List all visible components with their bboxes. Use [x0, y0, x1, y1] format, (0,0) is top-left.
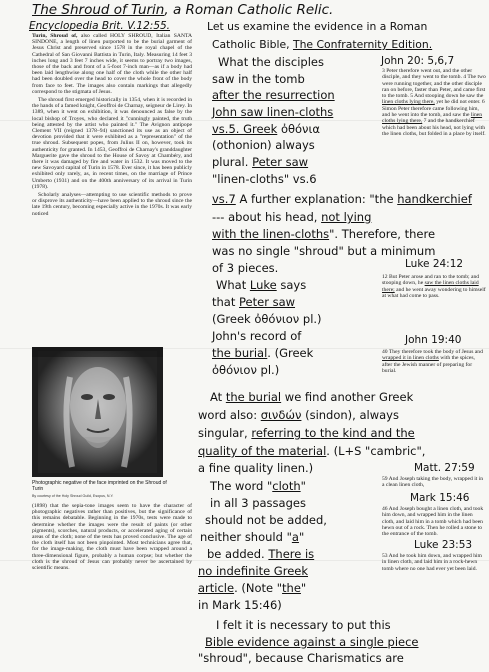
ref-john-20: John 20: 5,6,7 — [381, 55, 455, 67]
hw-line-37: "shroud", because Charismatics are — [198, 651, 404, 665]
hw-line-18: (Greek ὀθόνιον pl.) — [212, 312, 322, 326]
hw-line-36: Bible evidence against a single piece — [205, 635, 419, 649]
ref-mark-15: Mark 15:46 — [410, 492, 470, 504]
encyclopedia-reference: Encyclopedia Brit. V.12:55. — [29, 20, 171, 32]
ref-john-19: John 19:40 — [405, 334, 462, 346]
hw-line-27: The word "cloth" — [210, 479, 306, 493]
ref-matt-27: Matt. 27:59 — [414, 462, 475, 474]
verse-john-20: 3 Peter therefore went out, and the other disciple, and they went to the tomb. 4 The two were running together, and the other disciple ran on before, faster than Peter, and came first to the tomb. 5 And stooping down he saw the linen cloths lying there, yet he did not enter. 6 Simon Peter therefore came following him, and he went into the tomb, and saw the linen cloths lying there, 7 and the handkerchief which had been about his head, not lying with the linen cloths, but folded in a place by itself. — [382, 68, 486, 137]
hw-line-3: What the disciples — [218, 55, 324, 69]
hw-line-10: "linen-cloths" vs.6 — [212, 172, 317, 186]
photo-credit: By courtesy of the Holy Shroud Guild, Esopus, N.Y. — [32, 494, 114, 498]
hw-line-17: that Peter saw — [212, 295, 296, 309]
photo-caption: Photographic negative of the face imprinted on the Shroud of Turin — [32, 480, 167, 492]
hw-line-15: of 3 pieces. — [212, 261, 279, 275]
hw-line-12: --- about his head, not lying — [212, 210, 372, 224]
ref-luke-23: Luke 23:53 — [414, 539, 473, 551]
hw-line-33: article. (Note "the" — [198, 581, 307, 595]
hw-line-34: in Mark 15:46) — [198, 598, 282, 612]
page-heading — [32, 2, 333, 18]
hw-line-21: ὀθόνιον pl.) — [212, 363, 280, 377]
hw-line-13: with the linen-cloths". Therefore, there — [212, 227, 436, 241]
verse-luke-24: 12 But Peter arose and ran to the tomb; and stooping down, he saw the linen cloths laid there; and he went away wondering to himself at what had come to pass. — [382, 274, 486, 299]
hw-line-16: What Luke says — [216, 278, 307, 292]
hw-line-29: should not be added, — [205, 513, 327, 527]
ref-luke-24: Luke 24:12 — [405, 258, 464, 270]
hw-line-14: was no single "shroud" but a minimum — [212, 244, 436, 258]
hw-line-31: be added. There is — [207, 547, 315, 561]
shroud-face-image — [32, 347, 163, 477]
hw-line-30: neither should "a" — [200, 530, 305, 544]
hw-line-6: John saw linen-cloths — [212, 105, 334, 119]
hw-line-9: plural. Peter saw — [212, 155, 309, 169]
article-column-bottom: (1898) that the sepia-tone images seem to have the character of photographic negatives rather than positives, but the significance of this remains debatable. Beginning in the 1970s, tests were made to determine whether the images were the result of paints (or other pigments), scorches, natural products, or accelerated aging of certain areas of the cloth; none of the tests has proved conclusive. The age of the cloth itself has not been pinpointed. Most technicians agree that, for the image-making, the cloth must have been wrapped around a three-dimensional figure, probably a human corpse; but whether the cloth is the shroud of Jesus can probably never be ascertained by scientific means. — [32, 503, 192, 572]
hw-line-4: saw in the tomb — [212, 72, 305, 86]
hw-line-26: a fine quality linen.) — [198, 461, 314, 475]
hw-line-22: At the burial we find another Greek — [210, 390, 414, 404]
shroud-face-photo — [32, 347, 163, 477]
hw-line-23: word also: σινδών (sindon), always — [198, 408, 399, 422]
heading-subtitle: , a Roman Catholic Relic. — [164, 2, 334, 18]
hw-line-19: John's record of — [212, 329, 302, 343]
verse-john-19: 40 They therefore took the body of Jesus and wrapped it in linen cloths with the spices, after the Jewish manner of preparing for burial. — [382, 349, 483, 374]
article-column-top: Turin, Shroud of, also called HOLY SHROUD, Italian SANTA SINDONE, a length of linen purported to be the burial garment of Jesus Christ and preserved since 1578 in the royal chapel of the Cathedral of San Giovanni Battista in Turin, Italy. Measuring 14 feet 3 inches long and 3 feet 7 inches wide, it seems to portray two images, those of the back and front of a 5-foot 7-inch man—as if a body had been laid lengthwise along one half of the cloth while the other half had been doubled over the head to cover the whole front of the body from face to feet. The images also contain markings that allegedly correspond to the stigmata of Jesus. The shroud first emerged historically in 1354, when it is recorded in the hands of a famed knight, Geoffroi de Charnay, seigneur de Lirey. In 1389, when it went on exhibition, it was denounced as false by the local bishop of Troyes, who declared it "cunningly painted, the truth being attested by the artist who painted it." The Avignon antipope Clement VII (reigned 1378–94) sanctioned its use as an object of devotion provided that it were exhibited as a "representation" of the true shroud. Subsequent popes, from Julius II on, however, took its authenticity for granted. In 1453, Geoffroi de Charnay's granddaughter Marguerite gave the shroud to the House of Savoy at Chambéry, and there it was damaged by fire and water in 1532. It was moved to the new Savoyard capital of Turin in 1578. Ever since, it has been publicly exhibited only rarely, as, in recent times, on the marriage of Prince Umberto (1931) and on the 400th anniversary of its arrival in Turin (1978). Scholarly analyses—attempting to use scientific methods to prove or disprove its authenticity—have been applied to the shroud since the late 19th century, becoming especially active in the 1970s. It was early noticed — [32, 33, 192, 217]
hw-line-32: no indefinite Greek — [198, 564, 309, 578]
hw-line-11: vs.7 A further explanation: "the handkerchief — [212, 192, 472, 206]
verse-matt-27: 59 And Joseph taking the body, wrapped it in a clean linen cloth, — [382, 476, 484, 489]
hw-line-5: after the resurrection — [212, 88, 335, 102]
hw-line-2: Catholic Bible, The Confraternity Edition. — [212, 38, 433, 51]
hw-line-24: singular, referring to the kind and the — [198, 426, 415, 440]
verse-mark-15: 46 And Joseph bought a linen cloth, and took him down, and wrapped him in the linen cloth, and laid him in a tomb which had been hewn out of a rock. Then he rolled a stone to the entrance of the tomb. — [382, 506, 484, 538]
hw-line-7: vs.5. Greek ὀθόνια — [212, 122, 320, 136]
hw-line-8: (othonion) always — [212, 138, 315, 152]
hw-line-25: quality of the material. (L+S "cambric", — [198, 444, 426, 458]
hw-line-35: I felt it is necessary to put this — [216, 618, 391, 632]
hw-line-1: Let us examine the evidence in a Roman — [207, 20, 428, 33]
hw-line-28: in all 3 passages — [210, 496, 306, 510]
hw-line-20: the burial. (Greek — [212, 346, 314, 360]
verse-luke-23: 53 And he took him down, and wrapped him in linen cloth, and laid him in a rock-hewn tomb where no one had ever yet been laid. — [382, 553, 482, 572]
heading-title: The Shroud of Turin — [32, 2, 165, 18]
